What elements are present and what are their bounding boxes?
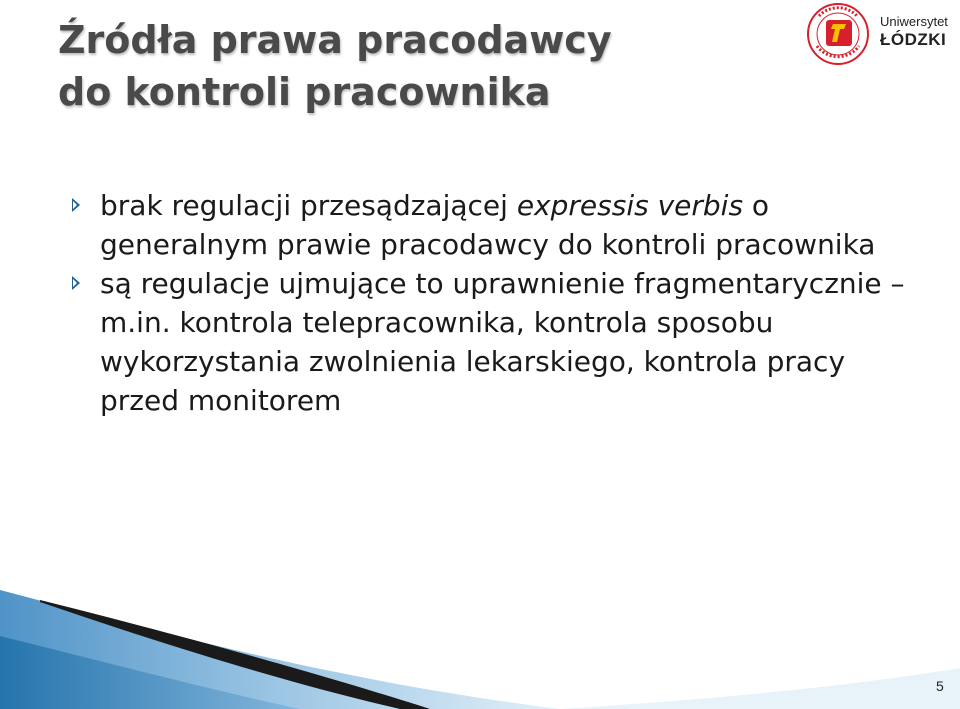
bullet-text-end: o generalnym prawie pracodawcy do kontroli pracownika xyxy=(100,189,876,261)
slide-title xyxy=(58,14,612,118)
university-logo xyxy=(806,2,958,66)
slide-title-line-2: do kontroli pracownika xyxy=(58,70,551,114)
bullet-text-start: brak regulacji przesądzającej xyxy=(100,189,517,222)
bullet-item xyxy=(72,186,932,264)
bullet-text-emphasis: expressis verbis xyxy=(516,189,744,222)
bullet-text: są regulacje ujmujące to uprawnienie fragmentarycznie – m.in. kontrola telepracownika, kontrola sposobu wykorzystania zwolnienia lekarskiego, kontrola pracy przed monitorem xyxy=(100,267,905,417)
slide-title-line-1: Źródła prawa pracodawcy xyxy=(58,18,612,62)
university-name xyxy=(880,14,960,51)
bullet-list xyxy=(72,186,932,420)
university-name-line-1: Uniwersytet xyxy=(880,14,948,29)
university-name-line-2: ŁÓDZKI xyxy=(880,30,947,49)
decorative-swoosh xyxy=(0,540,960,709)
bullet-arrow-icon xyxy=(72,198,80,212)
bullet-text xyxy=(100,186,932,264)
page-number: 5 xyxy=(936,678,944,694)
bullet-arrow-icon xyxy=(72,276,80,290)
bullet-item xyxy=(72,264,932,420)
university-seal-icon xyxy=(806,2,870,66)
